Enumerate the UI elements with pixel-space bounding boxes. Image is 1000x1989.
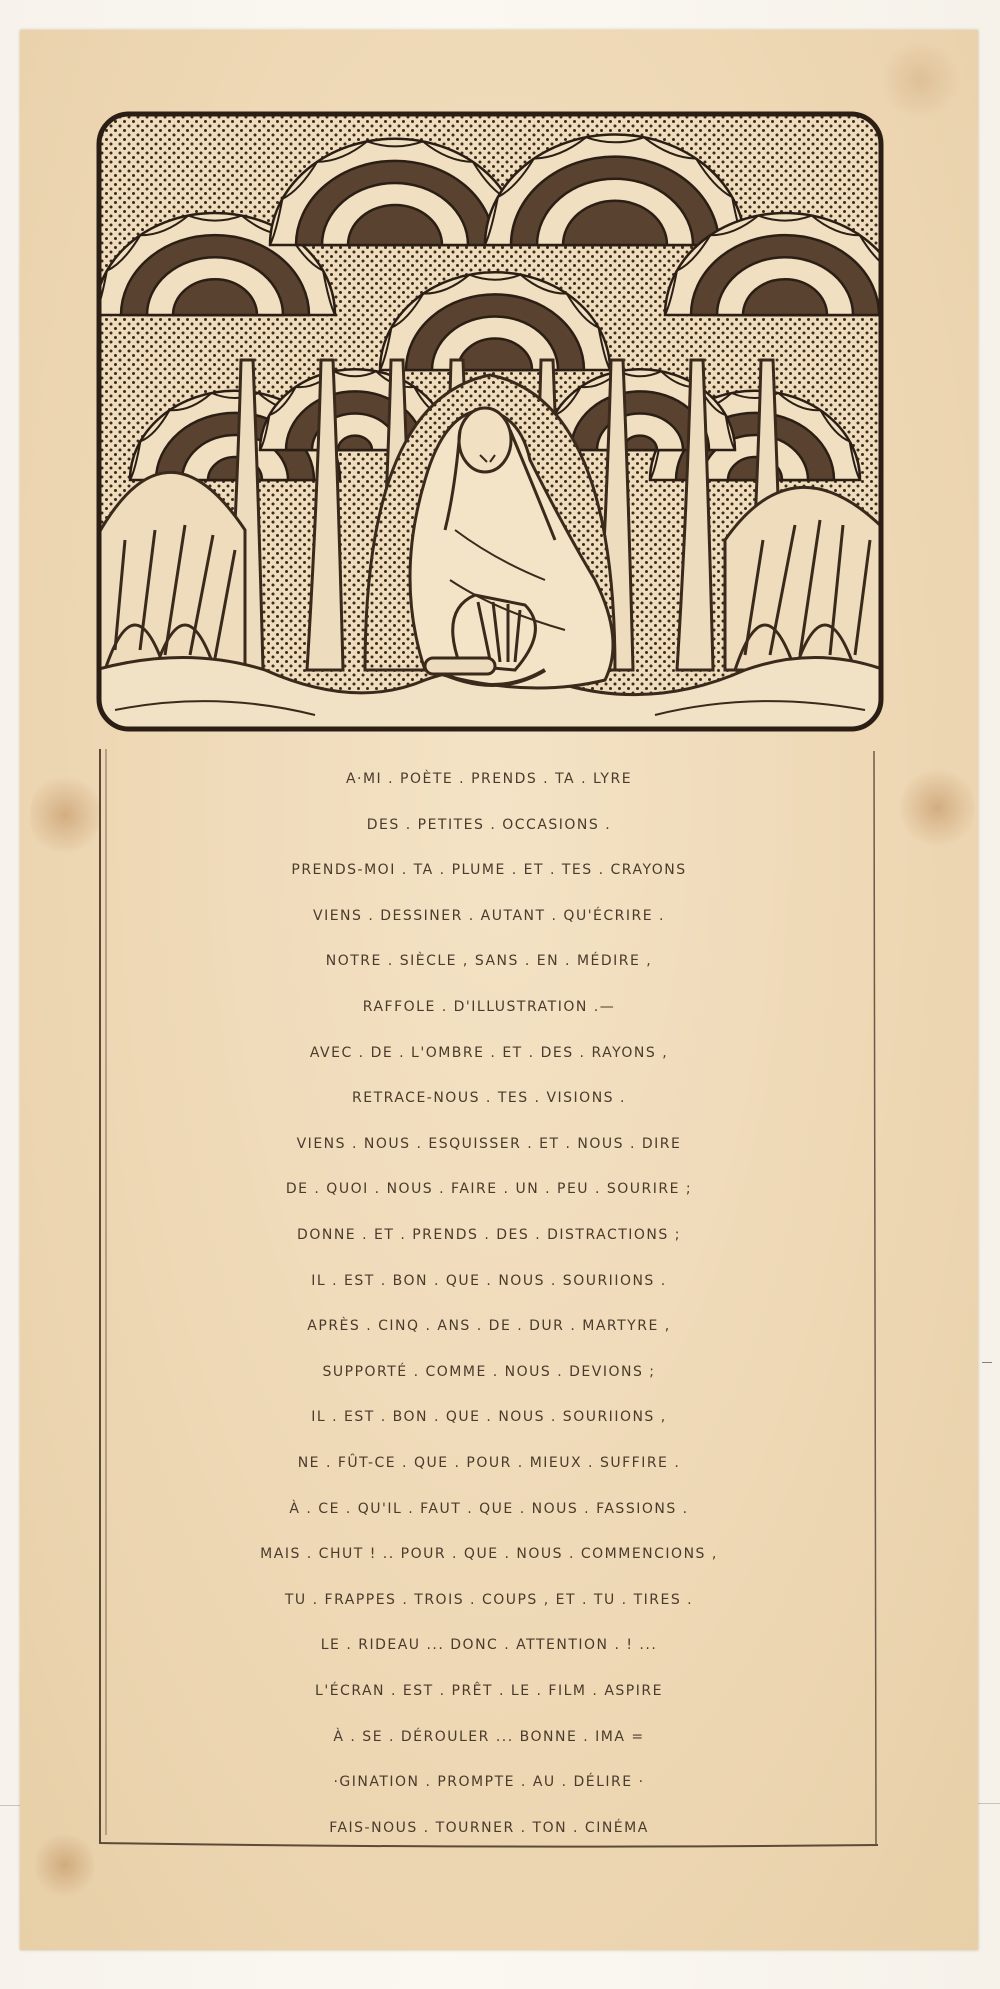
poem-line: TU . FRAPPES . TROIS . COUPS , ET . TU . TIRES .: [284, 1591, 694, 1608]
poem-line: MAIS . CHUT ! .. POUR . QUE . NOUS . COMMENCIONS ,: [260, 1546, 718, 1563]
poem-line: LE . RIDEAU ... DONC . ATTENTION . ! ...: [320, 1637, 658, 1654]
poem-line: IL . EST . BON . QUE . NOUS . SOURIIONS ,: [311, 1409, 667, 1426]
poem-line: APRÈS . CINQ . ANS . DE . DUR . MARTYRE ,: [307, 1318, 671, 1335]
poem-line: SUPPORTÉ . COMME . NOUS . DEVIONS ;: [322, 1363, 656, 1380]
poem-line: ·GINATION . PROMPTE . AU . DÉLIRE ·: [333, 1774, 645, 1791]
poem-line: NE . FÛT-CE . QUE . POUR . MIEUX . SUFFIRE .: [297, 1455, 681, 1471]
poem-line: FAIS-NOUS . TOURNER . TON . CINÉMA: [329, 1819, 649, 1836]
poem-line: L'ÉCRAN . EST . PRÊT . LE . FILM . ASPIRE: [315, 1683, 663, 1699]
poem-line: A·MI . POÈTE . PRENDS . TA . LYRE: [345, 771, 633, 787]
poem-line: DONNE . ET . PRENDS . DES . DISTRACTIONS ;: [297, 1227, 681, 1243]
poem-line: DES . PETITES . OCCASIONS .: [366, 816, 612, 833]
poem-line: À . CE . QU'IL . FAUT . QUE . NOUS . FASSIONS .: [289, 1500, 689, 1517]
scanner-edge-mark: [982, 1362, 992, 1363]
poem-line: AVEC . DE . L'OMBRE . ET . DES . RAYONS ,: [309, 1044, 669, 1061]
paper-stain-top-right: [880, 40, 960, 120]
poem-line: À . SE . DÉROULER ... BONNE . IMA =: [333, 1728, 645, 1745]
poem-line: RAFFOLE . D'ILLUSTRATION .—: [362, 999, 616, 1015]
paper-stain-bottom-left: [35, 1830, 95, 1900]
right-bush: [725, 487, 885, 670]
poem-line: RETRACE-NOUS . TES . VISIONS .: [352, 1090, 626, 1107]
scanner-edge-line-right: [978, 1803, 1000, 1804]
poem-line: IL . EST . BON . QUE . NOUS . SOURIIONS .: [311, 1272, 667, 1289]
poem-panel: [98, 745, 880, 1850]
poem-line: NOTRE . SIÈCLE , SANS . EN . MÉDIRE ,: [325, 953, 653, 970]
paper-stain-left: [30, 770, 100, 860]
poem-line: VIENS . NOUS . ESQUISSER . ET . NOUS . DIRE: [296, 1135, 682, 1152]
poem-line: PRENDS-MOI . TA . PLUME . ET . TES . CRAYONS: [291, 862, 687, 879]
paper-stain-right: [900, 765, 975, 850]
poet-with-lyre-illustration: [95, 110, 885, 733]
poem-line: VIENS . DESSINER . AUTANT . QU'ÉCRIRE .: [313, 907, 665, 924]
poem-line: DE . QUOI . NOUS . FAIRE . UN . PEU . SOURIRE ;: [285, 1181, 693, 1198]
